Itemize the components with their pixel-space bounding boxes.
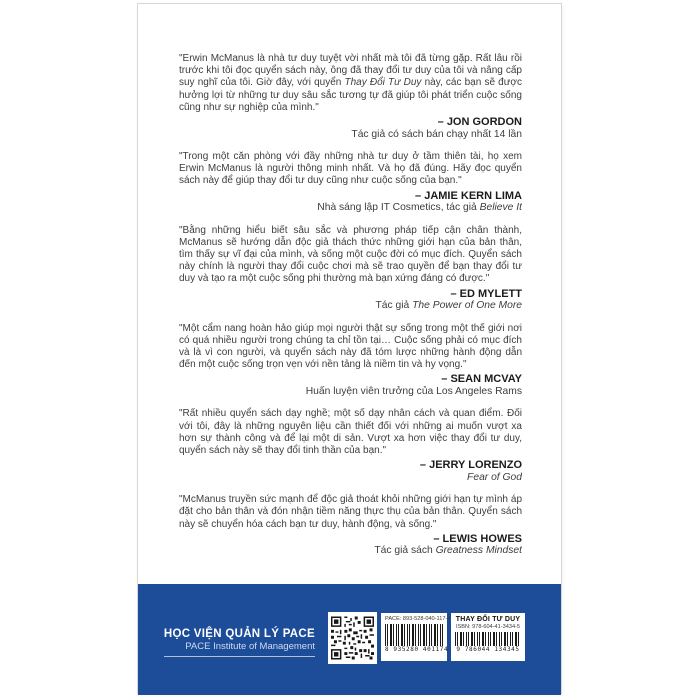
- quote-author: – LEWIS HOWES: [433, 532, 522, 545]
- barcode-bars-icon: [455, 632, 521, 646]
- qr-code-icon: [331, 615, 374, 661]
- barcode-pace-digits: 8 935280 401174: [385, 646, 449, 653]
- testimonial-jerry-lorenzo: [179, 408, 522, 484]
- testimonial-lewis-howes: [179, 494, 522, 558]
- publisher-band: [138, 584, 561, 695]
- quote-author: – JON GORDON: [437, 116, 522, 129]
- quote-credit: Nhà sáng lập IT Cosmetics, tác giả Believe It: [317, 202, 522, 214]
- publisher-name-vi: HỌC VIỆN QUẢN LÝ PACE: [163, 628, 315, 640]
- testimonial-jamie-kern-lima: [179, 151, 522, 215]
- barcode-book-title: THAY ĐỔI TƯ DUY: [455, 616, 521, 623]
- quote-text: "Trong một căn phòng với đầy những nhà tư duy ở tầm thiên tài, họ xem Erwin McManus là người thông minh nhất. Và họ đã đúng. Hãy đọc quyển sách này để giúp thay đổi tư duy cũng như cuộc sống của bạn.": [179, 151, 522, 187]
- barcode-isbn-digits: 9 786044 134345: [456, 646, 520, 653]
- book-back-cover: [137, 3, 562, 694]
- barcode-bars-icon: [385, 624, 443, 646]
- quote-text: "Bằng những hiểu biết sâu sắc và phương pháp tiếp cận chân thành, McManus sẽ hướng dẫn độc giả thách thức những giới hạn của bản thân, tìm thấy sự vĩ đại của mình, và sống một cuộc đời có mục đích. Quyển sách này chính là người thay đổi cuộc chơi mà sẽ trao quyền để bạn thay đổi tư duy và tạo ra một cuộc sống phi thường mà bạn xứng đáng có được.": [179, 224, 522, 285]
- quote-credit: Huấn luyện viên trưởng của Los Angeles Rams: [305, 385, 522, 397]
- quote-credit: Tác giả The Power of One More: [375, 300, 522, 312]
- qr-code: [328, 612, 377, 664]
- barcode-pace: [381, 613, 451, 661]
- barcode-pace-label: PACE: 893-528-040-117-4: [385, 616, 451, 622]
- quote-text: "Rất nhiều quyển sách dạy nghề; một số dạy nhân cách và quan điểm. Đối với tôi, đây là những nguyên liệu cần thiết đối với những ai muốn vượt xa hơn sự thành công và để lại một di sản. Vượt xa hơn việc thay đổi tư duy, quyển sách này sẽ thay đổi tinh thần của bạn.": [179, 408, 522, 457]
- testimonials-section: [179, 53, 522, 573]
- quote-author: – JAMIE KERN LIMA: [415, 189, 522, 202]
- quote-author: – JERRY LORENZO: [419, 459, 522, 472]
- testimonial-sean-mcvay: [179, 323, 522, 399]
- quote-credit: Fear of God: [467, 471, 522, 483]
- quote-text: "Một cẩm nang hoàn hảo giúp mọi người thật sự sống trong một thế giới nơi có quá nhiều người trong chúng ta chỉ tồn tại… Cuộc sống phải có mục đích và là vì con người, và quyển sách này đã tóm lược những hành động dẫn đến một cuộc sống trọn vẹn với nền tảng là niềm tin và hy vọng.": [179, 322, 522, 371]
- testimonial-ed-mylett: [179, 225, 522, 313]
- publisher-name-en: PACE Institute of Management: [185, 641, 315, 652]
- quote-credit: Tác giả có sách bán chạy nhất 14 lần: [351, 128, 522, 140]
- publisher-logo-block: [164, 628, 315, 657]
- barcode-isbn-label: ISBN: 978-604-41-3434-5: [455, 624, 521, 630]
- book-title-italic: Thay Đổi Tư Duy: [344, 77, 422, 89]
- quote-text: "McManus truyền sức mạnh để độc giả thoát khỏi những giới hạn tự mình áp đặt cho bản thân và đón nhận tiềm năng thực thụ của bản thân. Quyển sách này sẽ chuyển hóa cách bạn tư duy, hành động, và sống.": [179, 494, 522, 530]
- quote-text: "Erwin McManus là nhà tư duy tuyệt vời nhất mà tôi đã từng gặp. Rất lâu rồi trước khi tôi đọc quyển sách này, ông đã thay đổi tư duy của tôi và nâng cấp suy nghĩ của tôi. Giờ đây, với quyển Thay Đổi Tư Duy này, các bạn sẽ được hưởng lợi từ những tư duy sâu sắc tương tự đã giúp tôi phát triển cuộc sống cũng như sự nghiệp của mình.": [179, 53, 522, 113]
- quote-credit: Tác giả sách Greatness Mindset: [374, 545, 522, 557]
- barcode-isbn: [451, 613, 525, 661]
- quote-author: – SEAN MCVAY: [441, 373, 522, 386]
- quote-author: – ED MYLETT: [450, 287, 522, 300]
- testimonial-jon-gordon: [179, 53, 522, 141]
